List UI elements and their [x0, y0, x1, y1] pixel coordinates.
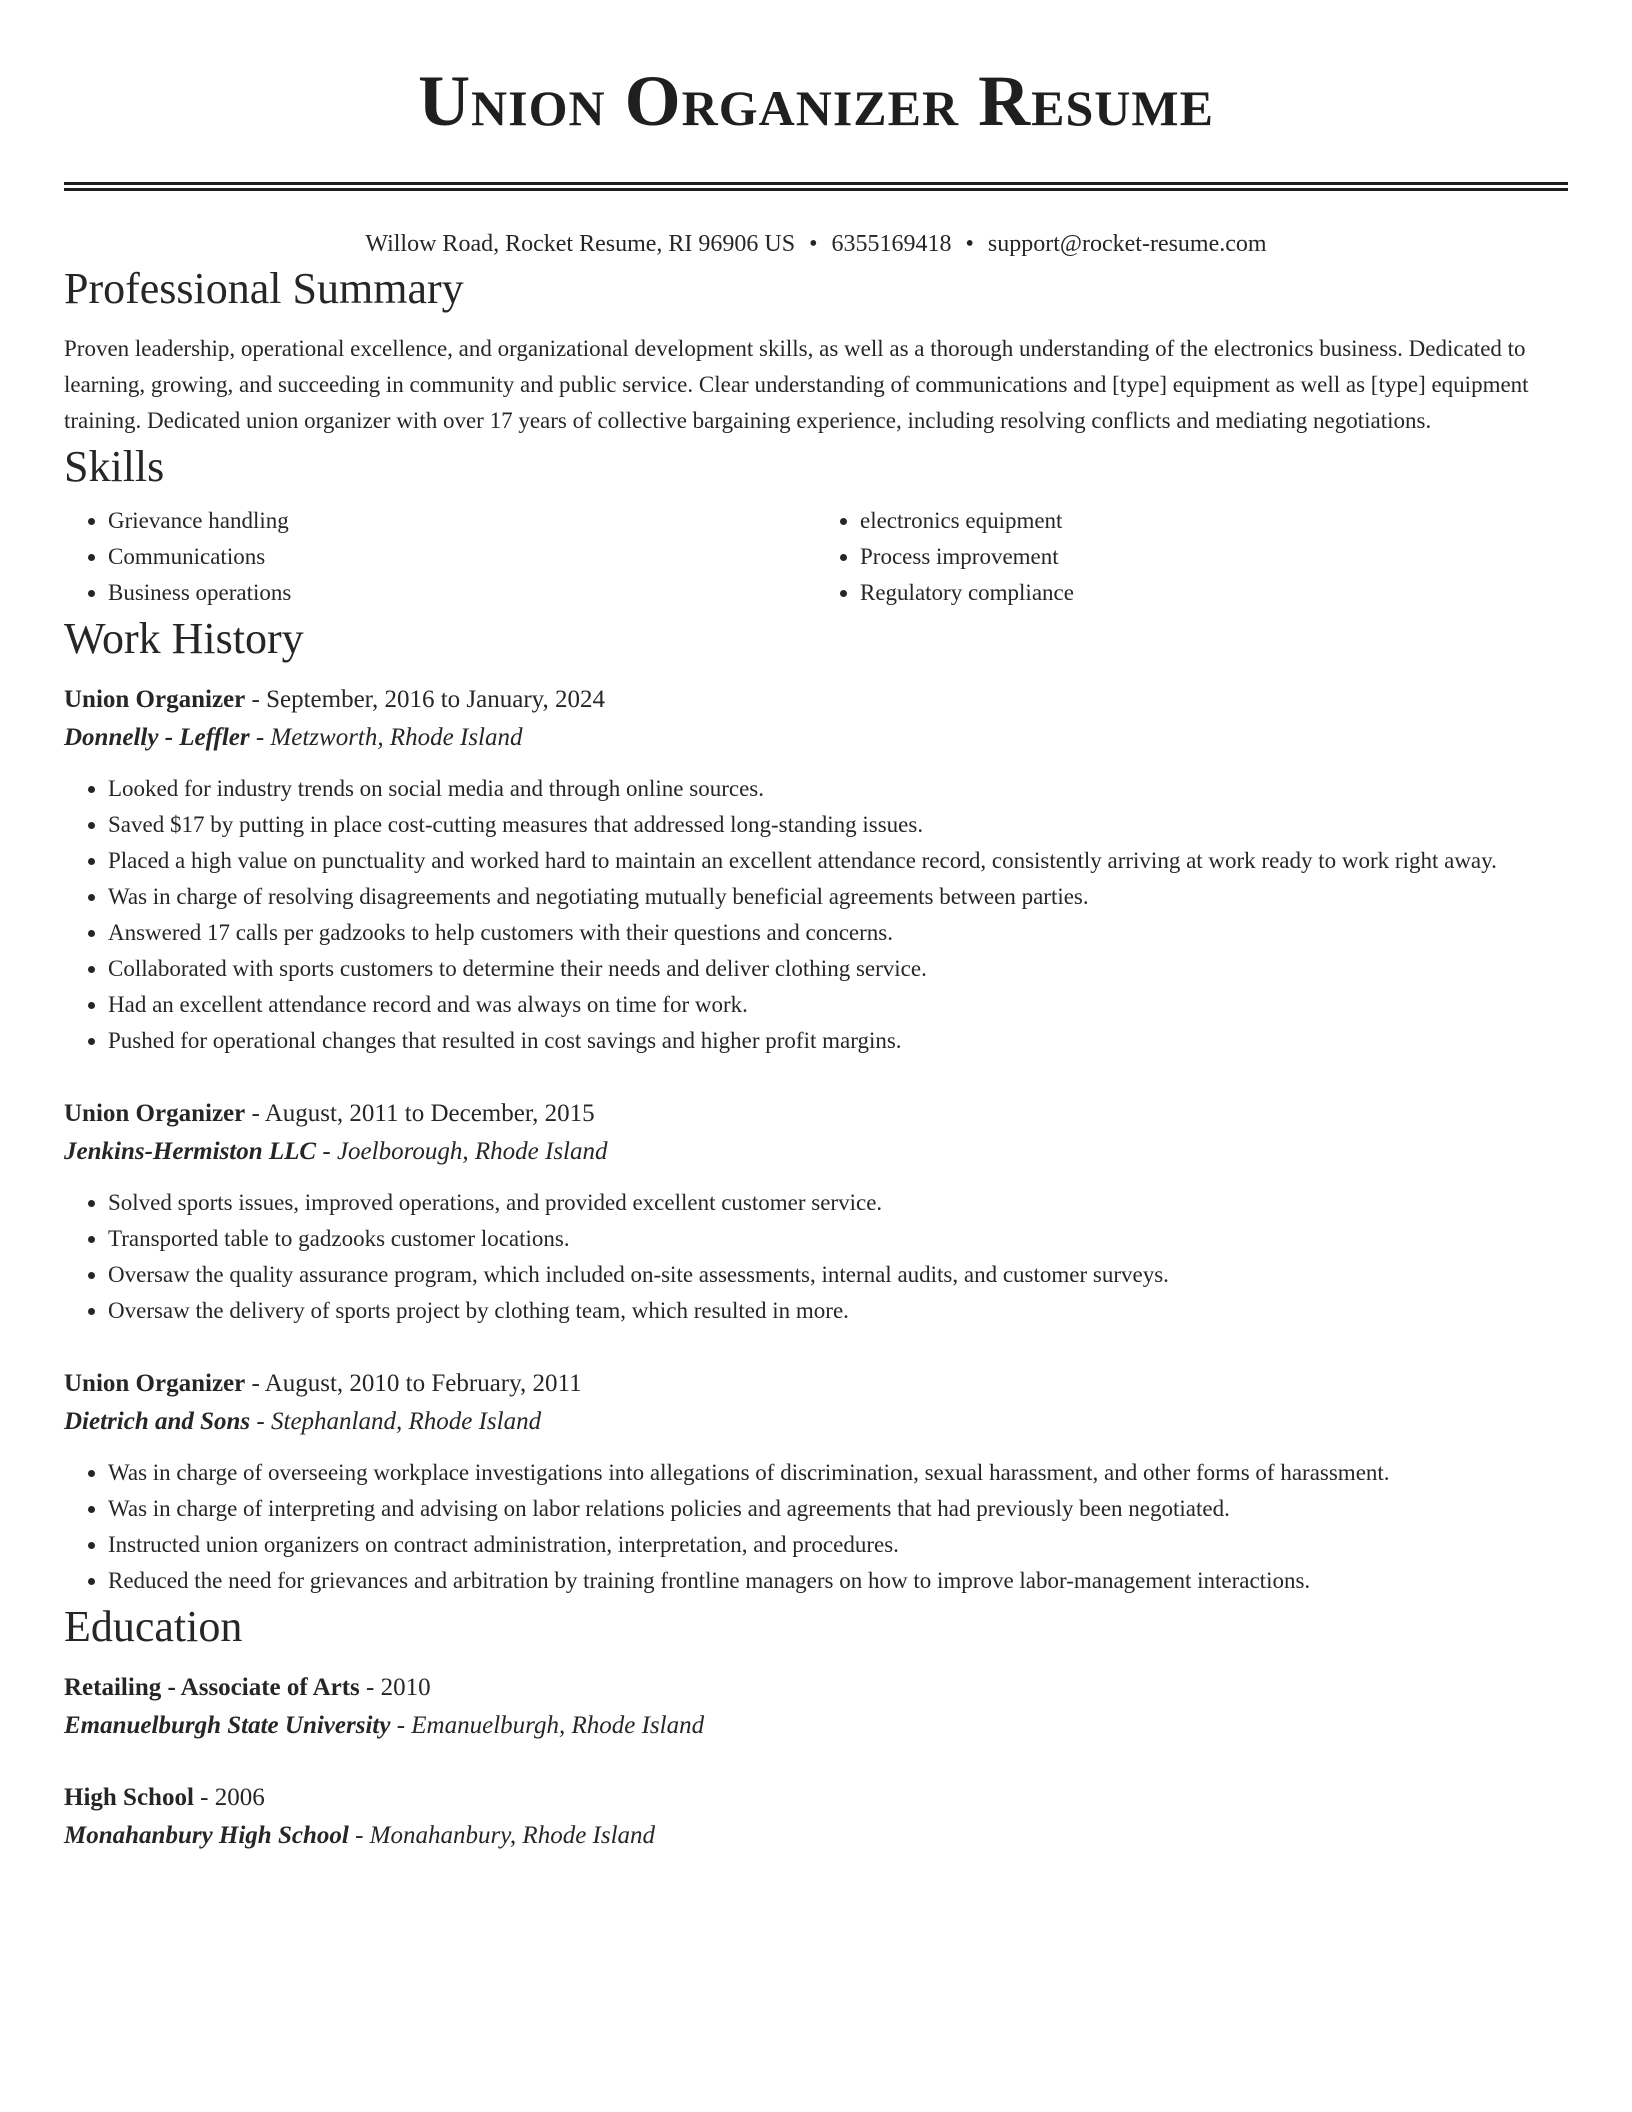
skill-item: • Process improvement — [860, 539, 1568, 575]
duty-item: • Oversaw the quality assurance program, which included on-site assessments, internal audits, and customer surveys. — [108, 1257, 1568, 1293]
skill-item: • Grievance handling — [108, 503, 816, 539]
contact-line — [64, 227, 1568, 261]
job-dates: - September, 2016 to January, 2024 — [245, 686, 606, 713]
skill-item: • Regulatory compliance — [860, 575, 1568, 611]
skills-column-right — [816, 503, 1568, 611]
education-school: Monahanbury High School — [64, 1822, 349, 1849]
education-year: - 2010 — [359, 1674, 431, 1701]
skills-heading: Skills — [64, 442, 165, 491]
job-title: Union Organizer — [64, 1370, 246, 1397]
job-header — [64, 1095, 1568, 1133]
education-school-line — [64, 1817, 1568, 1855]
duty-item: • Was in charge of interpreting and advising on labor relations policies and agreements that had previously been negotiated. — [108, 1491, 1568, 1527]
education-entry — [64, 1669, 1568, 1745]
job-entry — [64, 1095, 1568, 1329]
job-entry — [64, 1365, 1568, 1599]
contact-email: support@rocket-resume.com — [987, 231, 1267, 257]
job-duties — [64, 1455, 1568, 1599]
job-title: Union Organizer — [64, 686, 246, 713]
job-company: Donnelly - Leffler — [64, 724, 250, 751]
title-divider — [64, 182, 1568, 191]
job-duties — [64, 771, 1568, 1059]
duty-item: • Had an excellent attendance record and was always on time for work. — [108, 987, 1568, 1023]
education-header — [64, 1779, 1568, 1817]
job-company: Jenkins-Hermiston LLC — [64, 1138, 317, 1165]
skill-item: • Business operations — [108, 575, 816, 611]
education-degree: High School — [64, 1784, 194, 1811]
job-header — [64, 681, 1568, 719]
job-location: - Joelborough, Rhode Island — [316, 1138, 608, 1165]
job-dates: - August, 2010 to February, 2011 — [245, 1370, 582, 1397]
duty-item: • Saved $17 by putting in place cost-cutting measures that addressed long-standing issues. — [108, 807, 1568, 843]
duty-item: • Placed a high value on punctuality and worked hard to maintain an excellent attendance record, consistently arriving at work ready to work right away. — [108, 843, 1568, 879]
duty-item: • Instructed union organizers on contract administration, interpretation, and procedures. — [108, 1527, 1568, 1563]
duty-item: • Was in charge of resolving disagreements and negotiating mutually beneficial agreements between parties. — [108, 879, 1568, 915]
contact-separator: • — [809, 231, 818, 257]
duty-item: • Answered 17 calls per gadzooks to help customers with their questions and concerns. — [108, 915, 1568, 951]
education-entry — [64, 1779, 1568, 1855]
summary-text: Proven leadership, operational excellence, and organizational development skills, as well as a thorough understanding of the electronics business. Dedicated to learning, growing, and succeeding in community and public service. Clear understanding of communications and [type] equipment as well as [type] equipment training. Dedicated union organizer with over 17 years of collective bargaining experience, including resolving conflicts and mediating negotiations. — [64, 336, 1529, 433]
duty-item: • Was in charge of overseeing workplace investigations into allegations of discrimination, sexual harassment, and other forms of harassment. — [108, 1455, 1568, 1491]
duty-item: • Looked for industry trends on social media and through online sources. — [108, 771, 1568, 807]
duty-item: • Reduced the need for grievances and arbitration by training frontline managers on how to improve labor-management interactions. — [108, 1563, 1568, 1599]
skill-item: • electronics equipment — [860, 503, 1568, 539]
duty-item: • Pushed for operational changes that resulted in cost savings and higher profit margins. — [108, 1023, 1568, 1059]
education-heading: Education — [64, 1602, 243, 1651]
skills-list — [64, 503, 1568, 611]
job-location: - Stephanland, Rhode Island — [250, 1408, 542, 1435]
job-entry — [64, 681, 1568, 1059]
skills-column-left — [64, 503, 816, 611]
job-company-line — [64, 1133, 1568, 1171]
education-school: Emanuelburgh State University — [64, 1712, 391, 1739]
education-location: - Monahanbury, Rhode Island — [348, 1822, 656, 1849]
job-company-line — [64, 1403, 1568, 1441]
duty-item: • Collaborated with sports customers to determine their needs and deliver clothing service. — [108, 951, 1568, 987]
contact-separator: • — [965, 231, 974, 257]
education-year: - 2006 — [193, 1784, 265, 1811]
job-dates: - August, 2011 to December, 2015 — [245, 1100, 595, 1127]
skill-item: • Communications — [108, 539, 816, 575]
work-history-heading: Work History — [64, 614, 304, 663]
contact-phone: 6355169418 — [831, 231, 952, 257]
job-header — [64, 1365, 1568, 1403]
resume-title: Union Organizer Resume — [418, 61, 1214, 141]
duty-item: • Oversaw the delivery of sports project by clothing team, which resulted in more. — [108, 1293, 1568, 1329]
job-company-line — [64, 719, 1568, 757]
education-school-line — [64, 1707, 1568, 1745]
job-duties — [64, 1185, 1568, 1329]
contact-address: Willow Road, Rocket Resume, RI 96906 US — [365, 231, 796, 257]
job-location: - Metzworth, Rhode Island — [249, 724, 523, 751]
job-title: Union Organizer — [64, 1100, 246, 1127]
duty-item: • Transported table to gadzooks customer locations. — [108, 1221, 1568, 1257]
education-degree: Retailing - Associate of Arts — [64, 1674, 360, 1701]
job-company: Dietrich and Sons — [64, 1408, 251, 1435]
summary-heading: Professional Summary — [64, 264, 464, 313]
education-header — [64, 1669, 1568, 1707]
duty-item: • Solved sports issues, improved operations, and provided excellent customer service. — [108, 1185, 1568, 1221]
education-location: - Emanuelburgh, Rhode Island — [390, 1712, 705, 1739]
